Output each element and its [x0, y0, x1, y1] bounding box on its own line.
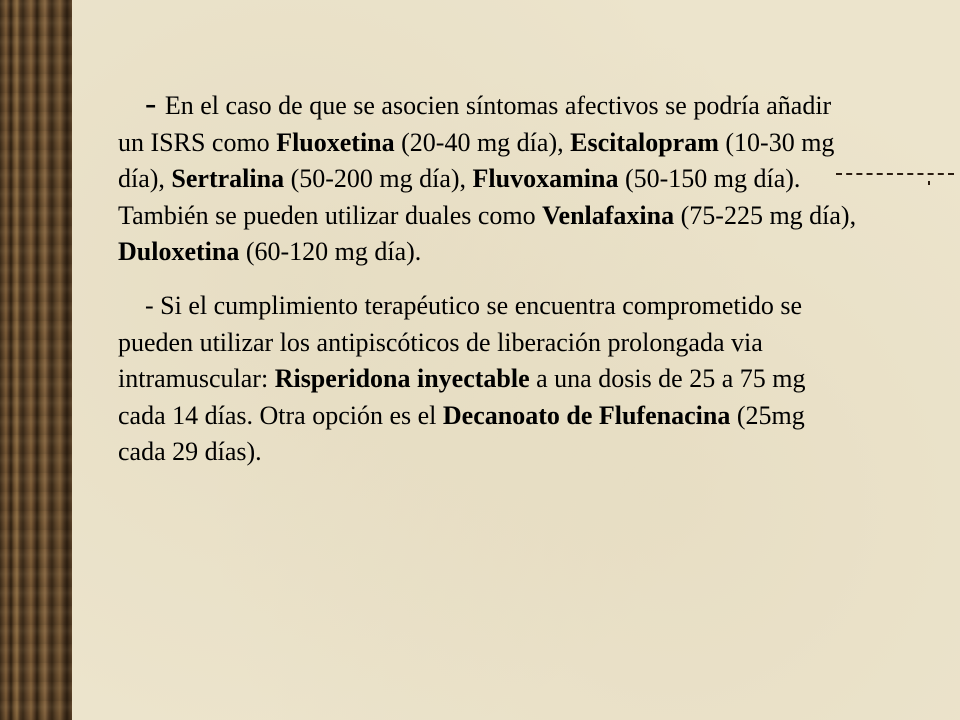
drug-name-fluoxetina: Fluoxetina [276, 127, 395, 157]
text-run: (10-30 mg día), [118, 127, 835, 194]
paragraph-affective-symptoms [118, 85, 858, 271]
paragraph-dash: - [145, 85, 165, 122]
text-run: (25mg cada 29 días). [118, 400, 805, 467]
drug-name-duloxetina: Duloxetina [118, 237, 240, 267]
text-run: (50-200 mg día), [284, 164, 473, 194]
text-run: (60-120 mg día). [239, 237, 422, 267]
decorative-rule-tick [928, 181, 930, 185]
text-run: (50-150 mg día). También se pueden utilizar duales como [118, 164, 801, 230]
drug-name-venlafaxina: Venlafaxina [542, 200, 675, 230]
text-run: En el caso de que se asocien síntomas afectivos se podría añadir un ISRS como [118, 91, 832, 157]
text-run: Si el cumplimiento terapéutico se encuentra comprometido se pueden utilizar los antipiscóticos de liberación prolongada via intramuscular: [118, 290, 803, 394]
drug-name-fluvoxamina: Fluvoxamina [472, 164, 619, 194]
wood-texture-band [0, 0, 72, 720]
drug-name-risperidona: Risperidona inyectable [274, 364, 530, 394]
drug-name-escitalopram: Escitalopram [570, 127, 719, 157]
drug-name-flufenacina: Decanoato de Flufenacina [442, 400, 731, 430]
paragraph-dash: - [145, 290, 161, 320]
slide-body-text [118, 85, 858, 471]
text-run: (20-40 mg día), [394, 127, 571, 157]
text-run: (75-225 mg día), [674, 200, 857, 230]
drug-name-sertralina: Sertralina [171, 164, 285, 194]
paragraph-treatment-compliance [118, 288, 858, 471]
text-run: a una dosis de 25 a 75 mg cada 14 días. Otra opción es el [118, 364, 806, 430]
